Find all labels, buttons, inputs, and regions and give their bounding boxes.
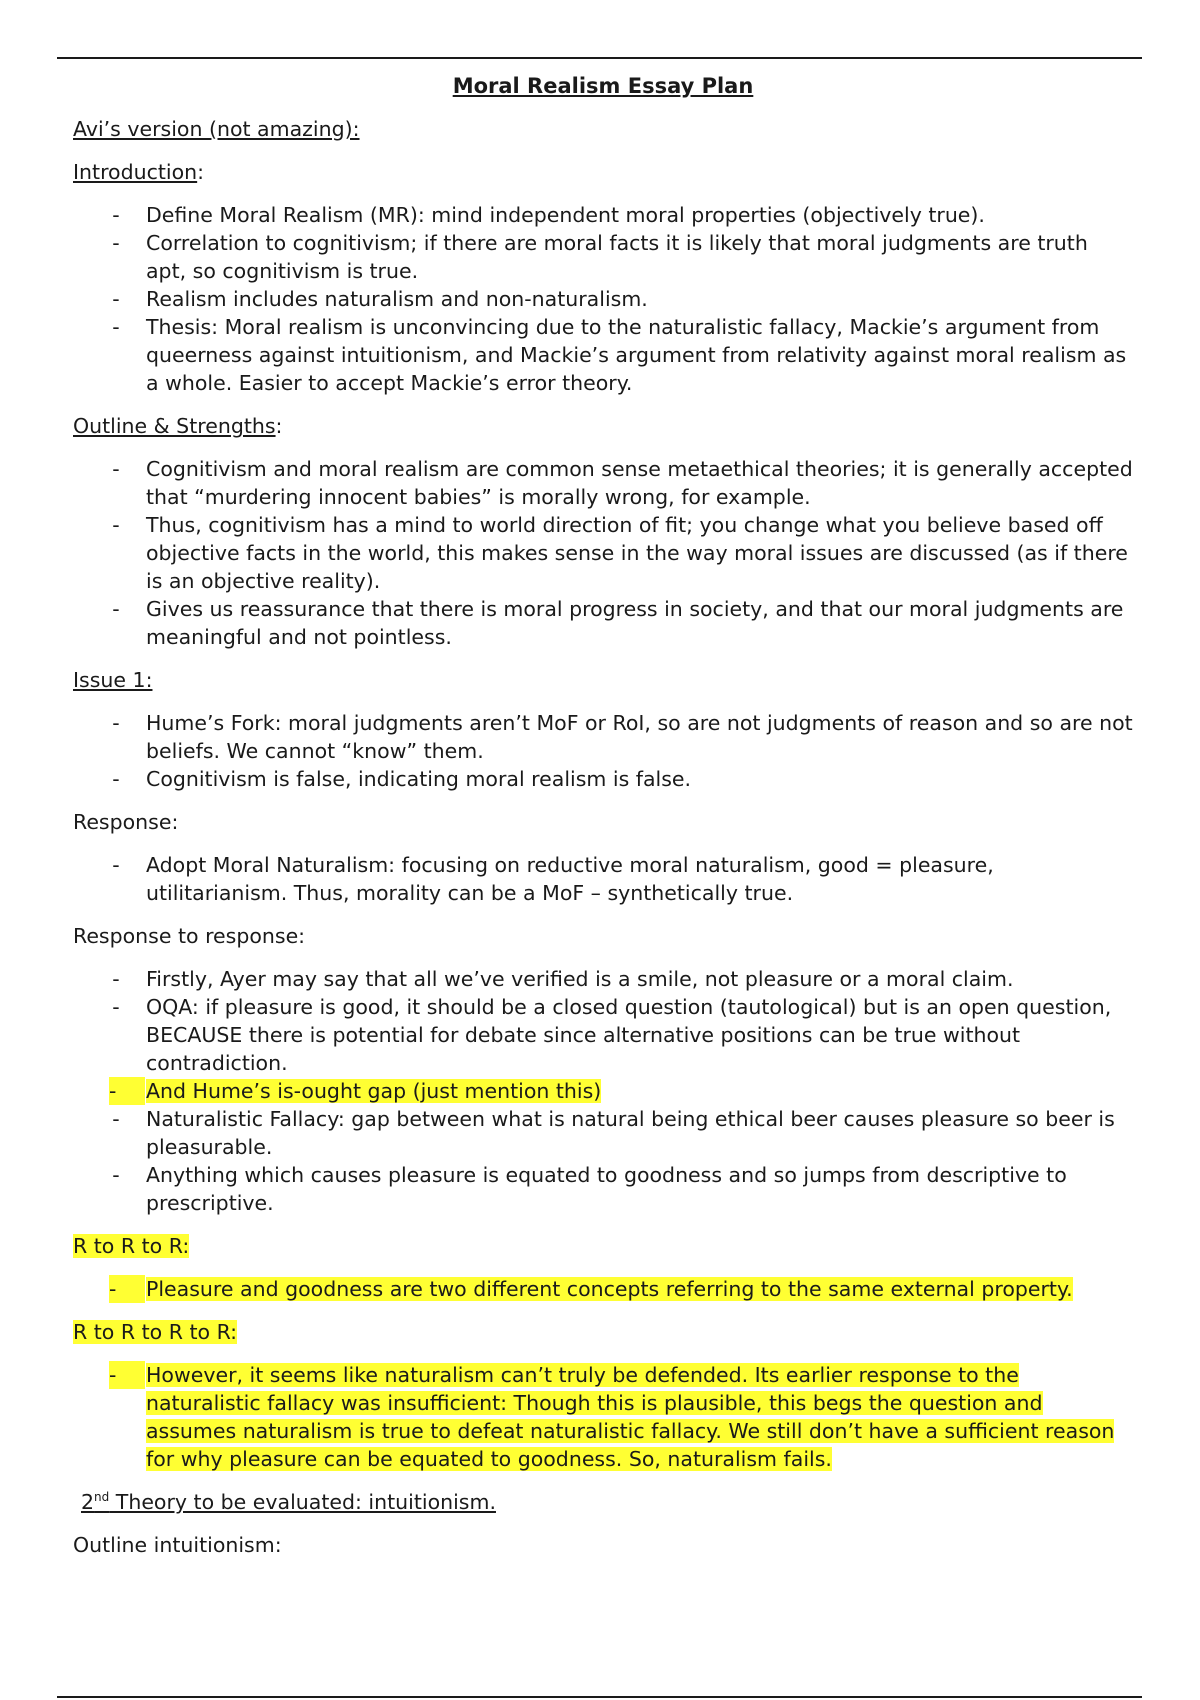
list-item-text: Naturalistic Fallacy: gap between what is natural being ethical beer causes pleasure so beer is pleasurable. — [146, 1107, 1115, 1159]
bullet-dash: - — [112, 711, 120, 735]
bullet-dash: - — [112, 853, 120, 877]
response-to-response-list — [73, 965, 1133, 1217]
list-item-text: However, it seems like naturalism can’t truly be defended. Its earlier response to the naturalistic fallacy was insufficient: Though this is plausible, this begs the question and assumes naturalism is true to defeat naturalistic fallacy. We still don’t have a sufficient reason for why pleasure can be equated to goodness. So, naturalism fails. — [146, 1363, 1115, 1471]
list-item-text: Thesis: Moral realism is unconvincing due to the naturalistic fallacy, Mackie’s argument from queerness against intuitionism, and Mackie’s argument from relativity against moral realism as a whole. Easier to accept Mackie’s error theory. — [146, 315, 1127, 395]
response-heading: Response: — [73, 810, 179, 834]
second-theory-ordinal-suffix: nd — [94, 1490, 110, 1505]
list-item-text: Realism includes naturalism and non-naturalism. — [146, 287, 648, 311]
bullet-dash: - — [112, 203, 120, 227]
document-title: Moral Realism Essay Plan — [452, 74, 754, 98]
list-item — [73, 285, 1133, 313]
list-item — [73, 1105, 1133, 1161]
outline-strengths-heading-text: Outline & Strengths — [73, 414, 276, 438]
bullet-dash: - — [112, 767, 120, 791]
introduction-list — [73, 201, 1133, 397]
bullet-dash: - — [112, 231, 120, 255]
bullet-dash: - — [112, 597, 120, 621]
list-item — [73, 965, 1133, 993]
second-theory-number: 2 — [81, 1490, 95, 1514]
list-item — [73, 313, 1133, 397]
response-list — [73, 851, 1133, 907]
issue-1-heading-text: Issue 1: — [73, 668, 153, 692]
list-item-text: Hume’s Fork: moral judgments aren’t MoF or RoI, so are not judgments of reason and so are not beliefs. We cannot “know” them. — [146, 711, 1133, 763]
list-item — [73, 851, 1133, 907]
r-to-r-to-r-to-r-heading-text: R to R to R to R: — [73, 1320, 238, 1344]
bullet-dash: - — [112, 1163, 120, 1187]
bullet-dash: - — [112, 1107, 120, 1131]
second-theory-heading-text — [73, 1490, 496, 1514]
list-item-text: Gives us reassurance that there is moral progress in society, and that our moral judgments are meaningful and not pointless. — [146, 597, 1124, 649]
list-item-text: Anything which causes pleasure is equated to goodness and so jumps from descriptive to prescriptive. — [146, 1163, 1067, 1215]
top-horizontal-rule — [57, 57, 1142, 59]
version-heading — [73, 115, 1133, 143]
r-to-r-to-r-to-r-list — [73, 1361, 1133, 1473]
list-item — [73, 765, 1133, 793]
list-item-text: Pleasure and goodness are two different concepts referring to the same external property. — [146, 1277, 1073, 1301]
list-item — [73, 1161, 1133, 1217]
list-item-text: Firstly, Ayer may say that all we’ve verified is a smile, not pleasure or a moral claim. — [146, 967, 1014, 991]
list-item — [73, 709, 1133, 765]
issue-1-list — [73, 709, 1133, 793]
issue-1-heading — [73, 666, 1133, 694]
list-item-text: Define Moral Realism (MR): mind independent moral properties (objectively true). — [146, 203, 985, 227]
list-item — [73, 993, 1133, 1077]
list-item-text: And Hume’s is-ought gap (just mention this) — [146, 1079, 602, 1103]
bullet-dash: - — [112, 457, 120, 481]
outline-intuitionism-heading: Outline intuitionism: — [73, 1533, 282, 1557]
list-item — [73, 511, 1133, 595]
bottom-horizontal-rule — [57, 1696, 1142, 1698]
list-item-highlighted — [73, 1275, 1133, 1303]
bullet-dash: - — [109, 1275, 145, 1303]
outline-strengths-list — [73, 455, 1133, 651]
list-item — [73, 455, 1133, 511]
response-to-response-heading: Response to response: — [73, 924, 306, 948]
list-item — [73, 229, 1133, 285]
introduction-heading-colon: : — [197, 160, 205, 184]
bullet-dash: - — [112, 995, 120, 1019]
outline-strengths-heading — [73, 412, 1133, 440]
r-to-r-to-r-heading-text: R to R to R: — [73, 1234, 190, 1258]
bullet-dash: - — [109, 1077, 145, 1105]
list-item-text: OQA: if pleasure is good, it should be a closed question (tautological) but is an open question, BECAUSE there is potential for debate since alternative positions can be true without contradiction. — [146, 995, 1112, 1075]
list-item-text: Thus, cognitivism has a mind to world direction of fit; you change what you believe based off objective facts in the world, this makes sense in the way moral issues are discussed (as if there is an objective reality). — [146, 513, 1128, 593]
list-item-text: Cognitivism is false, indicating moral realism is false. — [146, 767, 692, 791]
list-item-highlighted — [73, 1077, 1133, 1105]
version-heading-text: Avi’s version (not amazing): — [73, 117, 360, 141]
bullet-dash: - — [112, 967, 120, 991]
r-to-r-to-r-to-r-heading — [73, 1318, 1133, 1346]
r-to-r-to-r-heading — [73, 1232, 1133, 1260]
second-theory-rest: Theory to be evaluated: intuitionism. — [109, 1490, 496, 1514]
bullet-dash: - — [112, 513, 120, 537]
document-body — [73, 72, 1133, 1574]
list-item-highlighted — [73, 1361, 1133, 1473]
list-item-text: Adopt Moral Naturalism: focusing on reductive moral naturalism, good = pleasure, utilitarianism. Thus, morality can be a MoF – synthetically true. — [146, 853, 994, 905]
introduction-heading — [73, 158, 1133, 186]
list-item — [73, 595, 1133, 651]
bullet-dash: - — [112, 315, 120, 339]
introduction-heading-text: Introduction — [73, 160, 198, 184]
list-item-text: Cognitivism and moral realism are common sense metaethical theories; it is generally accepted that “murdering innocent babies” is morally wrong, for example. — [146, 457, 1133, 509]
outline-strengths-heading-colon: : — [275, 414, 283, 438]
bullet-dash: - — [112, 287, 120, 311]
bullet-dash: - — [109, 1361, 145, 1389]
list-item — [73, 201, 1133, 229]
second-theory-heading — [73, 1488, 1133, 1516]
r-to-r-to-r-list — [73, 1275, 1133, 1303]
list-item-text: Correlation to cognitivism; if there are moral facts it is likely that moral judgments are truth apt, so cognitivism is true. — [146, 231, 1088, 283]
